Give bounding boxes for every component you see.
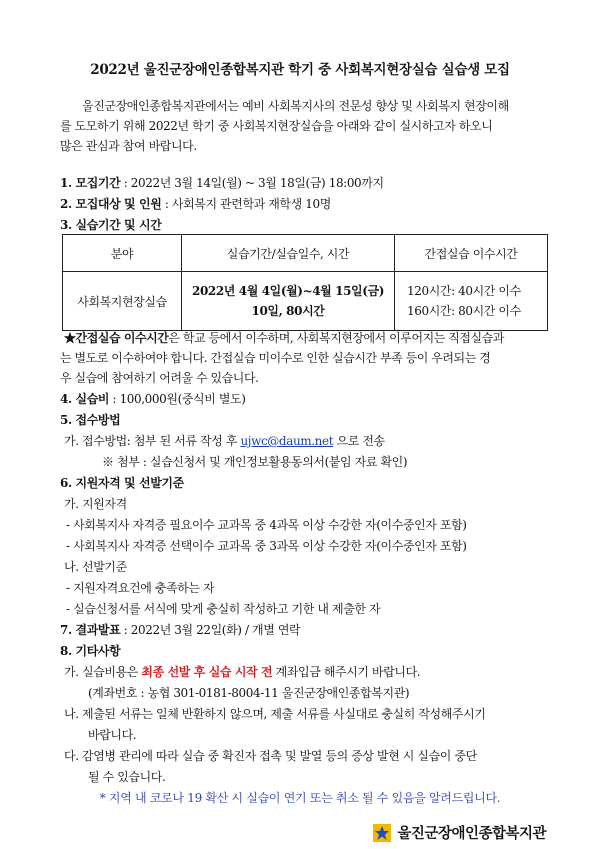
page-title: 2022년 울진군장애인종합복지관 학기 중 사회복지현장실습 실습생 모집 bbox=[90, 62, 510, 78]
period-hours: 10일, 80시간 bbox=[251, 304, 325, 318]
covid-notice: * 지역 내 코로나 19 확산 시 실습이 연기 또는 취소 될 수 있음을 알려드립니다. bbox=[99, 791, 501, 805]
etc-item-payment bbox=[64, 663, 420, 680]
etc-text: 가. 실습비용은 bbox=[64, 665, 142, 679]
section-value: : 사회복지 관련학과 재학생 10명 bbox=[161, 197, 331, 211]
table-cell-field: 사회복지현장실습 bbox=[63, 272, 182, 331]
note-line: 우 실습에 참여하기 어려울 수 있습니다. bbox=[60, 371, 259, 385]
table-cell-period bbox=[182, 272, 395, 331]
qualification-item: - 사회복지사 자격증 필요이수 교과목 중 4과목 이상 수강한 자(이수중인자 포함) bbox=[66, 518, 467, 532]
section-value: : 2022년 3월 22일(화) / 개별 연락 bbox=[120, 623, 301, 637]
indirect-hours-line: 120시간: 40시간 이수 bbox=[407, 284, 521, 298]
apply-method-text: 으로 전송 bbox=[333, 434, 385, 448]
section-etc bbox=[60, 642, 120, 659]
organization-name: 울진군장애인종합복지관 bbox=[397, 826, 546, 842]
selection-item: - 지원자격요건에 충족하는 자 bbox=[66, 581, 215, 595]
note-label: ★간접실습 이수시간 bbox=[64, 331, 169, 345]
section-label: 3. 실습기간 및 시간 bbox=[60, 218, 162, 232]
apply-attachment: ※ 첨부 : 실습신청서 및 개인정보활용동의서(붙임 자료 확인) bbox=[102, 455, 408, 469]
section-label: 8. 기타사항 bbox=[60, 644, 121, 658]
section-result bbox=[60, 621, 300, 638]
section-label: 2. 모집대상 및 인원 bbox=[60, 197, 162, 211]
section-label: 5. 접수방법 bbox=[60, 413, 121, 427]
qualification-heading: 가. 지원자격 bbox=[64, 497, 127, 511]
star-logo-icon bbox=[373, 824, 391, 842]
period-dates: 2022년 4월 4일(월)~4월 15일(금) bbox=[192, 284, 384, 298]
qualification-item: - 사회복지사 자격증 선택이수 교과목 중 3과목 이상 수강한 자(이수중인자 포함) bbox=[66, 539, 467, 553]
indirect-practice-note bbox=[60, 328, 548, 388]
indirect-hours-line: 160시간: 80시간 이수 bbox=[407, 304, 521, 318]
practice-table bbox=[62, 234, 548, 331]
selection-item: - 실습신청서를 서식에 맞게 충실히 작성하고 기한 내 제출한 자 bbox=[66, 602, 381, 616]
table-header: 분야 bbox=[63, 235, 182, 272]
section-label: 1. 모집기간 bbox=[60, 176, 121, 190]
section-fee bbox=[60, 390, 246, 407]
intro-paragraph bbox=[60, 96, 532, 156]
note-line bbox=[60, 328, 548, 348]
apply-method bbox=[64, 432, 385, 449]
selection-heading: 나. 선발기준 bbox=[64, 560, 127, 574]
account-number: (계좌번호 : 농협 301-0181-8004-11 울진군장애인종합복지관) bbox=[88, 686, 410, 700]
intro-line: 를 도모하기 위해 2022년 학기 중 사회복지현장실습을 아래와 같이 실시하고자 하오니 bbox=[60, 119, 493, 133]
intro-line: 울진군장애인종합복지관에서는 예비 사회복지사의 전문성 향상 및 사회복지 현장이해 bbox=[82, 99, 509, 113]
etc-item-infection: 다. 감염병 관리에 따라 실습 중 확진자 접촉 및 발열 등의 증상 발현 시 실습이 중단 bbox=[64, 749, 477, 763]
table-cell-indirect-hours bbox=[395, 272, 548, 331]
section-label: 4. 실습비 bbox=[60, 392, 110, 406]
footer-organization bbox=[373, 822, 546, 843]
table-header: 간접실습 이수시간 bbox=[395, 235, 548, 272]
email-link[interactable]: ujwc@daum.net bbox=[240, 434, 334, 448]
section-value: : 2022년 3월 14일(월) ~ 3월 18일(금) 18:00까지 bbox=[120, 176, 384, 190]
section-label: 7. 결과발표 bbox=[60, 623, 121, 637]
highlight-text: 최종 선발 후 실습 시작 전 bbox=[141, 665, 273, 679]
etc-item-documents-cont: 바랍니다. bbox=[88, 728, 137, 742]
section-practice-period bbox=[60, 216, 161, 233]
apply-method-text: 가. 접수방법: 첨부 된 서류 작성 후 bbox=[64, 434, 241, 448]
note-text: 은 학교 등에서 이수하며, 사회복지현장에서 이루어지는 직접실습과 bbox=[168, 331, 504, 345]
section-label: 6. 지원자격 및 선발기준 bbox=[60, 476, 184, 490]
intro-line: 많은 관심과 참여 바랍니다. bbox=[60, 139, 197, 153]
section-apply bbox=[60, 411, 120, 428]
etc-item-documents: 나. 제출된 서류는 일체 반환하지 않으며, 제출 서류를 사실대로 충실히 작성해주시기 bbox=[64, 707, 486, 721]
section-recruit-period bbox=[60, 174, 384, 191]
note-line: 는 별도로 이수하여야 합니다. 간접실습 미이수로 인한 실습시간 부족 등이 우려되는 경 bbox=[60, 351, 491, 365]
section-qualification bbox=[60, 474, 184, 491]
table-row bbox=[63, 272, 548, 331]
section-recruit-target bbox=[60, 195, 331, 212]
etc-item-infection-cont: 될 수 있습니다. bbox=[88, 770, 166, 784]
etc-text: 계좌입금 해주시기 바랍니다. bbox=[272, 665, 421, 679]
table-header: 실습기간/실습일수, 시간 bbox=[182, 235, 395, 272]
section-value: : 100,000원(중식비 별도) bbox=[109, 392, 246, 406]
table-header-row bbox=[63, 235, 548, 272]
